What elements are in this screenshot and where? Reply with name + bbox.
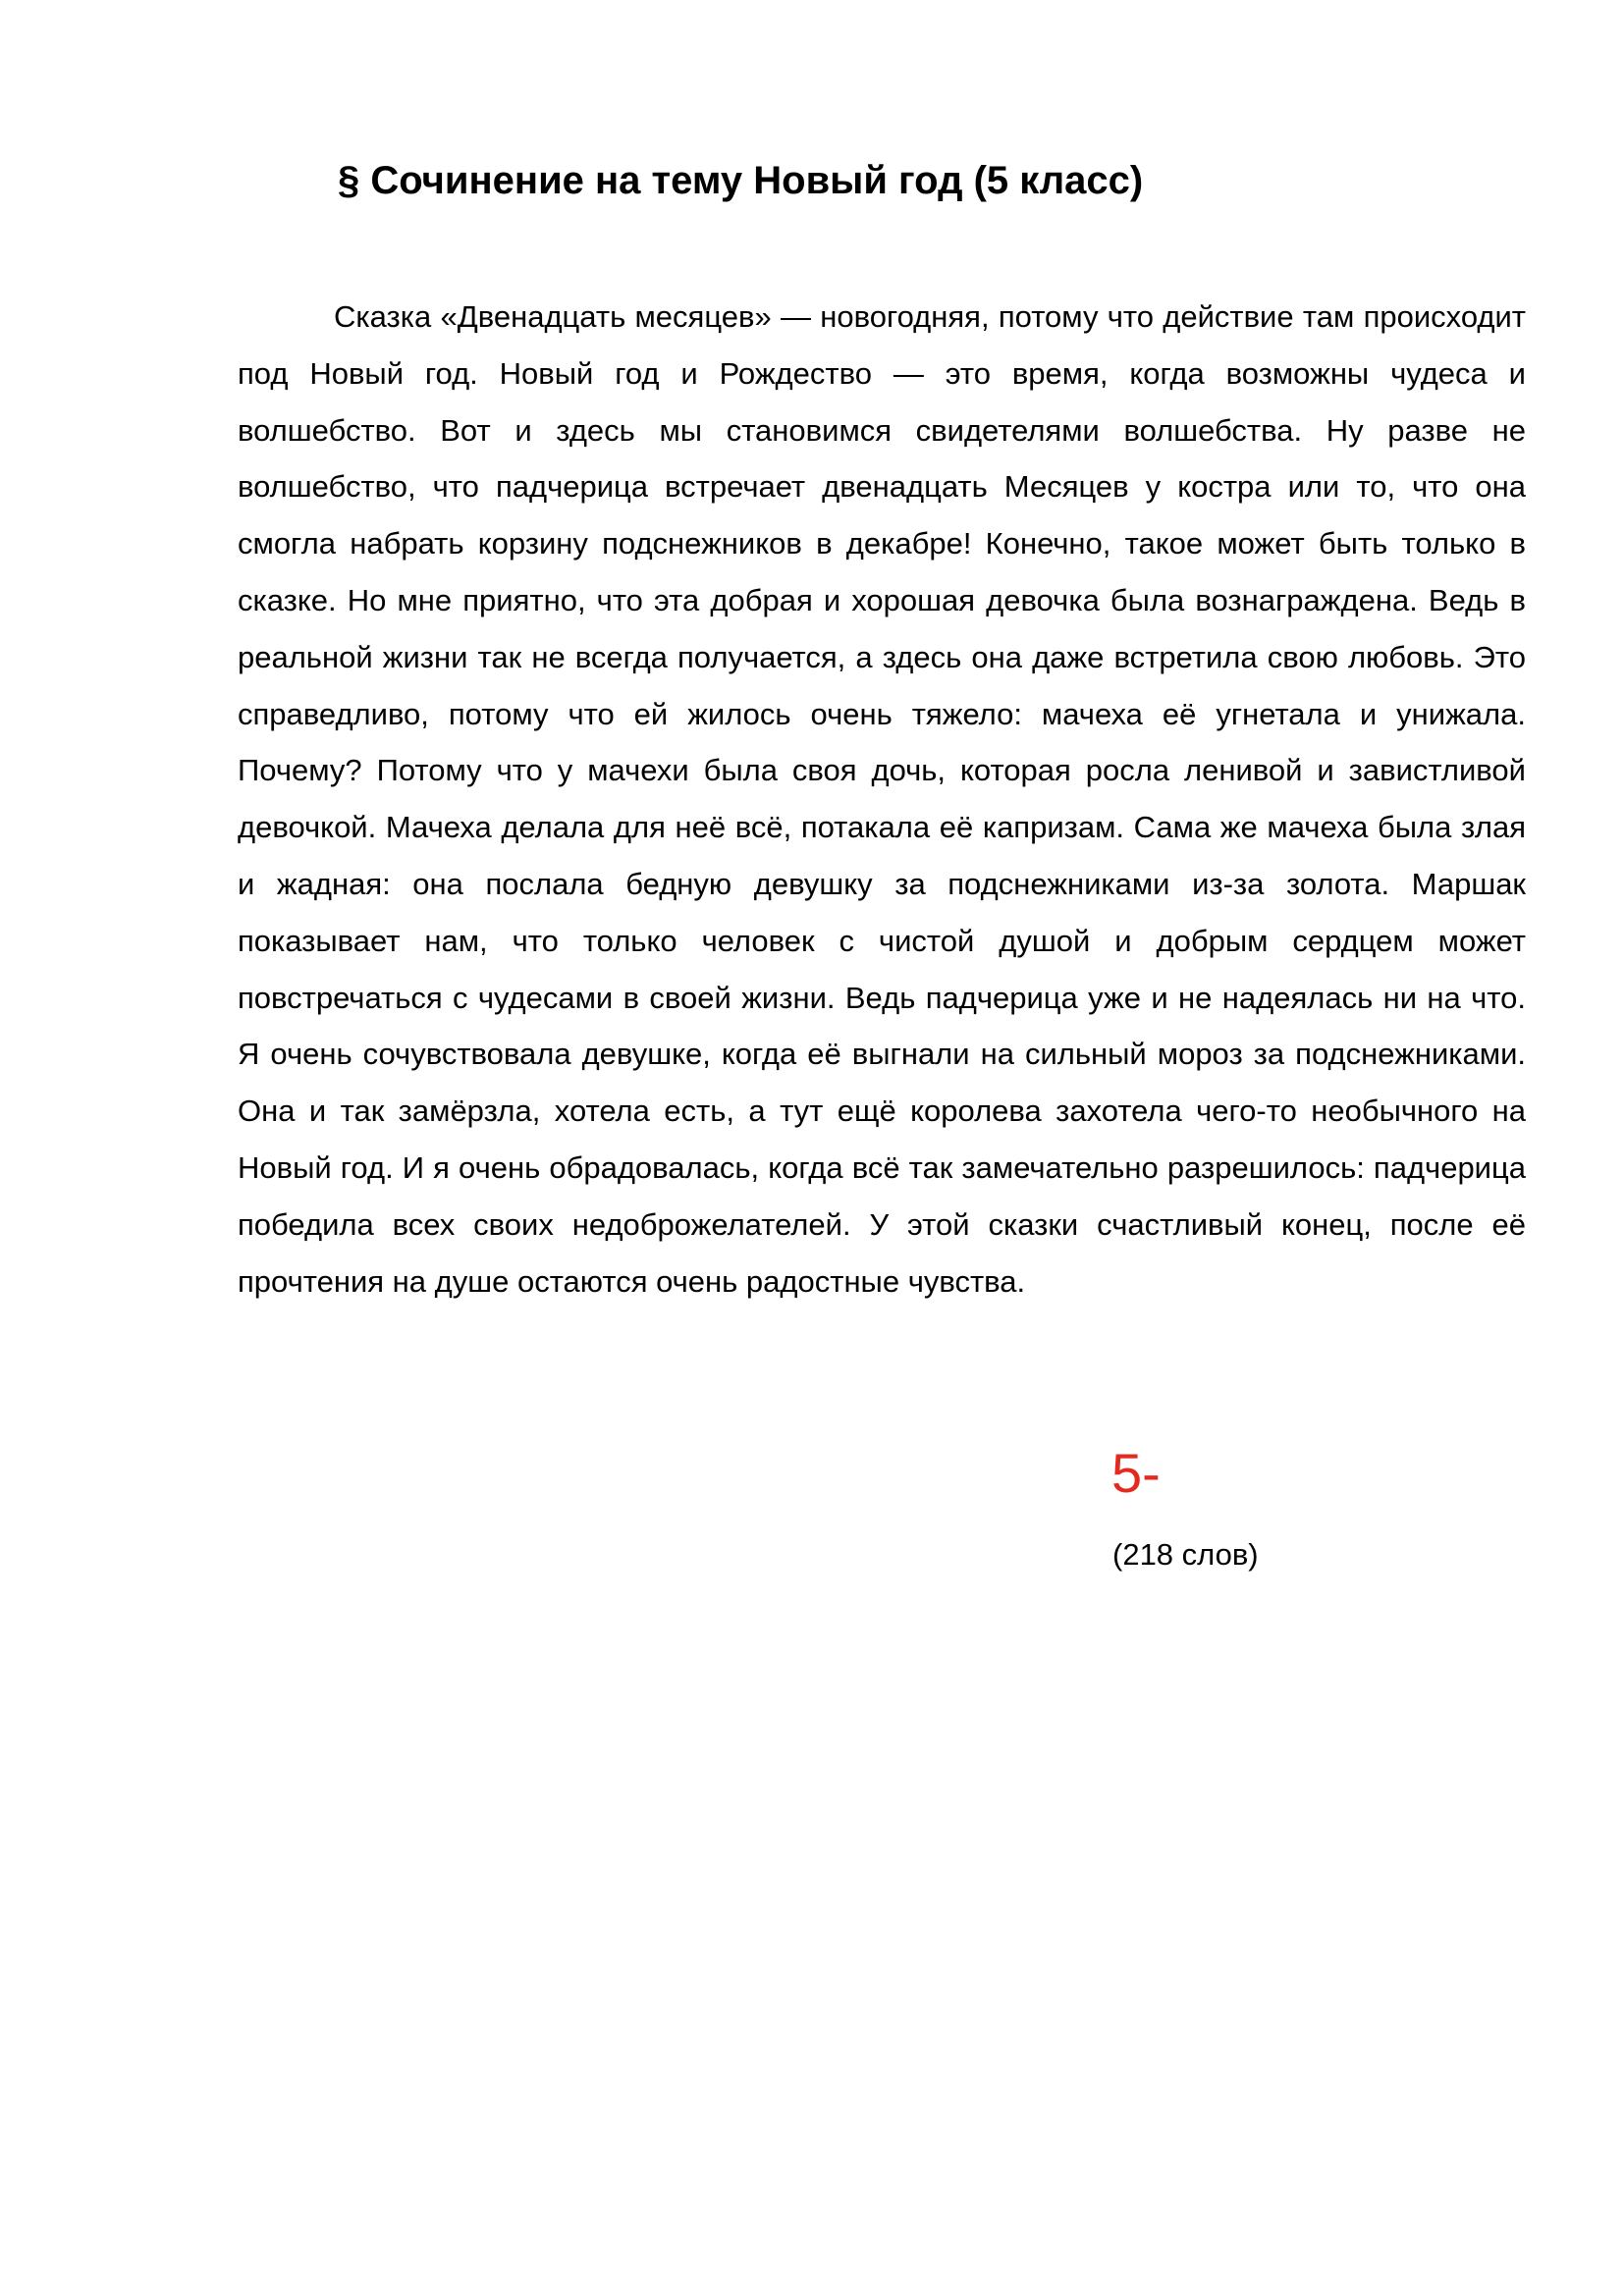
word-count: (218 слов)	[1112, 1537, 1259, 1572]
essay-body: Сказка «Двенадцать месяцев» — новогодняя, потому что действие там происходит под Новый год. Новый год и Рождество — это время, когда возможны чудеса и волшебство. Вот и здесь мы становимся свидетелями волшебства. Ну разве не волшебство, что падчерица встречает двенадцать Месяцев у костра или то, что она смогла набрать корзину подснежников в декабре! Конечно, такое может быть только в сказке. Но мне приятно, что эта добрая и хорошая девочка была вознаграждена. Ведь в реальной жизни так не всегда получается, а здесь она даже встретила свою любовь. Это справедливо, потому что ей жилось очень тяжело: мачеха её угнетала и унижала. Почему? Потому что у мачехи была своя дочь, которая росла ленивой и завистливой девочкой. Мачеха делала для неё всё, потакала её капризам. Сама же мачеха была злая и жадная: она послала бедную девушку за подснежниками из-за золота. Маршак показывает нам, что только человек с чистой душой и добрым сердцем может повстречаться с чудесами в своей жизни. Ведь падчерица уже и не надеялась ни на что. Я очень сочувствовала девушке, когда её выгнали на сильный мороз за подснежниками. Она и так замёрзла, хотела есть, а тут ещё королева захотела чего-то необычного на Новый год. И я очень обрадовалась, когда всё так замечательно разрешилось: падчерица победила всех своих недоброжелателей. У этой сказки счастливый конец, после её прочтения на душе остаются очень радостные чувства.	[238, 299, 1526, 1299]
essay-title: § Сочинение на тему Новый год (5 класс)	[338, 159, 1144, 202]
grade-mark: 5-	[1111, 1442, 1161, 1504]
